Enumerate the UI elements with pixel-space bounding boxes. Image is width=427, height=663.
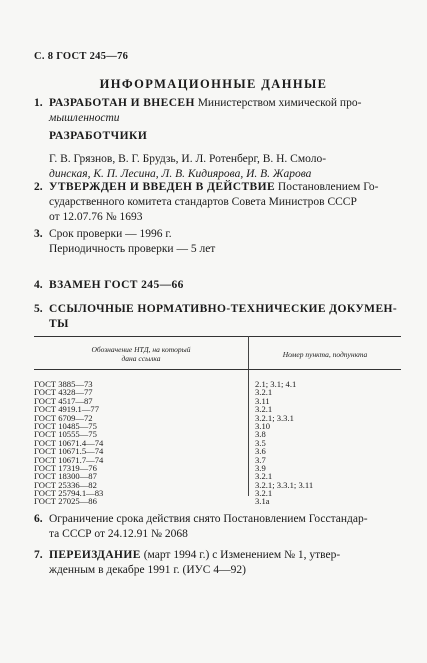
section-1: [34, 96, 361, 126]
section-5: [34, 302, 397, 332]
table-cell-document: ГОСТ 10671.5—74: [34, 446, 104, 457]
section-3: [34, 227, 215, 257]
table-cell-document: ГОСТ 10671.7—74: [34, 454, 104, 465]
table-cell-document: ГОСТ 27025—86: [34, 496, 97, 507]
section-3-line2: Периодичность проверки — 5 лет: [49, 243, 216, 255]
section-2-heading: УТВЕРЖДЕН И ВВЕДЕН В ДЕЙСТВИЕ: [49, 181, 276, 193]
table-cell-document: ГОСТ 10671.4—74: [34, 437, 104, 448]
table-cell-document: ГОСТ 10485—75: [34, 420, 97, 431]
section-7-number: 7.: [34, 549, 43, 561]
table-cell-document: ГОСТ 10555—75: [34, 429, 97, 440]
table-cell-document: ГОСТ 18300—87: [34, 471, 97, 482]
section-1-text-line2: мышленности: [49, 112, 120, 124]
section-2-number: 2.: [34, 181, 43, 193]
section-4: [34, 278, 184, 293]
section-6-line1: Ограничение срока действия снято Постановлением Госстандар-: [49, 513, 368, 525]
table-cell-document: ГОСТ 4517—87: [34, 395, 93, 406]
table-cell-reference: 3.8: [255, 429, 266, 440]
table-body: [34, 380, 401, 506]
table-cell-reference: 3.9: [255, 462, 266, 473]
section-7-heading: ПЕРЕИЗДАНИЕ: [49, 549, 141, 561]
table-cell-reference: 3.11: [255, 395, 270, 406]
table-cell-reference: 3.10: [255, 420, 271, 431]
section-5-line2: ТЫ: [49, 318, 69, 330]
section-4-number: 4.: [34, 279, 43, 291]
table-row: [34, 497, 401, 505]
section-5-line1: ССЫЛОЧНЫЕ НОРМАТИВНО-ТЕХНИЧЕСКИЕ ДОКУМЕН-: [49, 303, 398, 315]
section-6-number: 6.: [34, 513, 43, 525]
section-1-number: 1.: [34, 97, 43, 109]
table-top-rule: [34, 336, 401, 337]
reference-table: [34, 336, 401, 507]
table-cell-document: ГОСТ 6709—72: [34, 412, 93, 423]
table-cell-reference: 2.1; 3.1; 4.1: [255, 379, 297, 389]
section-6-line2: та СССР от 24.12.91 № 2068: [49, 528, 188, 540]
section-6: [34, 512, 368, 542]
table-cell-document: ГОСТ 4919.1—77: [34, 404, 100, 415]
section-7-line2: жденным в декабре 1991 г. (ИУС 4—92): [49, 564, 246, 576]
developers-line2: динская, К. П. Лесина, Л. В. Кидиярова, И. В. Жарова: [49, 168, 312, 180]
table-header-col1-line1: Обозначение НТД, на который: [91, 345, 191, 354]
table-cell-reference: 3.2.1: [255, 387, 273, 398]
section-3-number: 3.: [34, 228, 43, 240]
page-header: С. 8 ГОСТ 245—76: [34, 51, 129, 62]
table-cell-document: ГОСТ 4328—77: [34, 387, 93, 398]
table-cell-document: ГОСТ 25794.1—83: [34, 488, 104, 499]
section-2: [34, 180, 378, 225]
table-cell-document: ГОСТ 17319—76: [34, 462, 97, 473]
section-3-line1: Срок проверки — 1996 г.: [49, 228, 172, 240]
table-cell-reference: 3.2.1: [255, 404, 273, 415]
section-2-text-line3: от 12.07.76 № 1693: [49, 211, 143, 223]
section-5-number: 5.: [34, 303, 43, 315]
table-cell-reference: 3.7: [255, 454, 266, 465]
section-2-text-line1: Постановлением Го-: [277, 181, 379, 193]
page-title: ИНФОРМАЦИОННЫЕ ДАННЫЕ: [99, 77, 328, 91]
table-cell-document: ГОСТ 25336—82: [34, 479, 97, 490]
section-1-text-line1: Министерством химической про-: [197, 97, 362, 109]
table-cell-document: ГОСТ 3885—73: [34, 379, 93, 389]
section-1-heading: РАЗРАБОТАН И ВНЕСЕН: [49, 97, 195, 109]
section-2-text-line2: сударственного комитета стандартов Совета Министров СССР: [49, 196, 357, 208]
table-cell-reference: 3.2.1; 3.3.1; 3.11: [255, 479, 314, 490]
table-cell-reference: 3.1a: [255, 496, 270, 507]
table-header-col2: Номер пункта, подпункта: [282, 350, 368, 359]
table-header-rule: [34, 369, 401, 370]
developers-heading: РАЗРАБОТЧИКИ: [49, 130, 148, 142]
table-header-col1-line2: дана ссылка: [121, 354, 161, 363]
table-cell-reference: 3.2.1: [255, 488, 273, 499]
table-cell-reference: 3.2.1: [255, 471, 273, 482]
table-header-col1: [34, 345, 248, 363]
developers-line1: Г. В. Грязнов, В. Г. Брудзь, И. Л. Ротенберг, В. Н. Смоло-: [49, 153, 327, 165]
section-4-text: ВЗАМЕН ГОСТ 245—66: [49, 279, 184, 291]
table-cell-reference: 3.6: [255, 446, 266, 457]
developers-section: [34, 129, 326, 182]
section-7-line1-rest: (март 1994 г.) с Изменением № 1, утвер-: [143, 549, 341, 561]
table-cell-reference: 3.2.1; 3.3.1: [255, 412, 294, 423]
table-cell-reference: 3.5: [255, 437, 266, 448]
section-7: [34, 548, 340, 578]
